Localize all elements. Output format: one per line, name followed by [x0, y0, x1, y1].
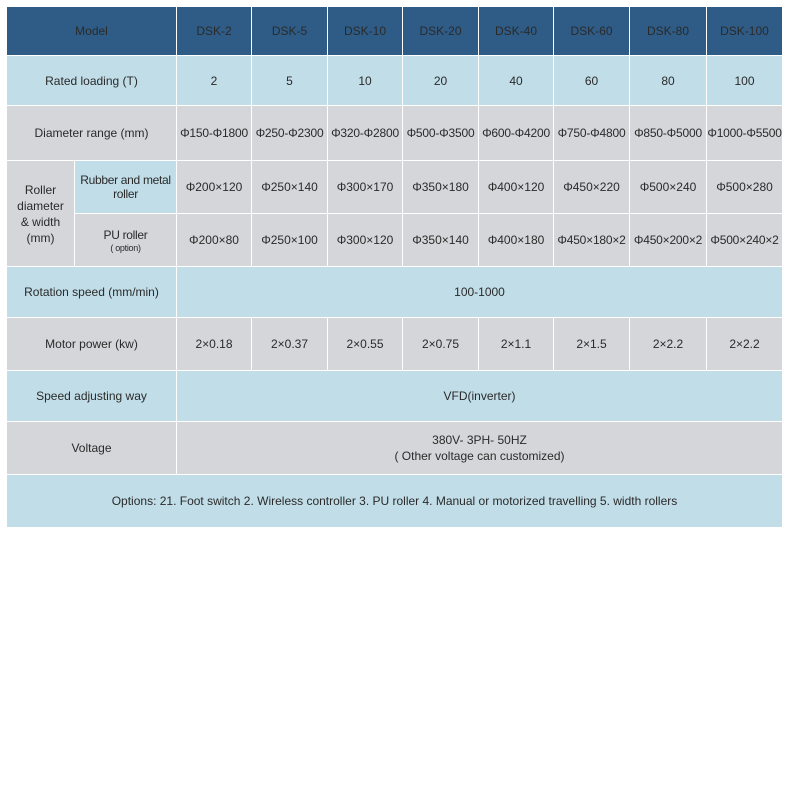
- roller-group-label: [7, 161, 75, 267]
- pu-roller-value: Φ300×120: [328, 214, 403, 267]
- diameter-range-label: Diameter range (mm): [7, 106, 177, 161]
- rated-loading-value: 100: [707, 56, 783, 106]
- model-cell: DSK-60: [554, 7, 630, 56]
- voltage-value-line1: 380V- 3PH- 50HZ: [432, 433, 527, 447]
- model-cell: DSK-40: [479, 7, 554, 56]
- model-cell: DSK-100: [707, 7, 783, 56]
- roller-group-label-line1: Roller diameter: [17, 182, 64, 213]
- motor-power-value: 2×0.75: [403, 318, 479, 371]
- speed-adjusting-row: [7, 371, 783, 422]
- diameter-range-value: Φ320-Φ2800: [328, 106, 403, 161]
- rated-loading-row: [7, 56, 783, 106]
- model-cell: DSK-20: [403, 7, 479, 56]
- rubber-roller-value: Φ200×120: [177, 161, 252, 214]
- rated-loading-value: 20: [403, 56, 479, 106]
- rated-loading-value: 40: [479, 56, 554, 106]
- model-cell: DSK-5: [252, 7, 328, 56]
- pu-roller-hint: ( option): [110, 243, 141, 253]
- rubber-roller-value: Φ350×180: [403, 161, 479, 214]
- motor-power-value: 2×0.37: [252, 318, 328, 371]
- rated-loading-value: 80: [630, 56, 707, 106]
- motor-power-row: [7, 318, 783, 371]
- motor-power-value: 2×1.5: [554, 318, 630, 371]
- pu-roller-value: Φ200×80: [177, 214, 252, 267]
- voltage-value: [177, 422, 783, 475]
- rubber-roller-row: [7, 161, 783, 214]
- motor-power-value: 2×1.1: [479, 318, 554, 371]
- diameter-range-value: Φ150-Φ1800: [177, 106, 252, 161]
- motor-power-value: 2×2.2: [630, 318, 707, 371]
- model-cell: DSK-80: [630, 7, 707, 56]
- rubber-roller-value: Φ500×240: [630, 161, 707, 214]
- rotation-speed-value: 100-1000: [177, 267, 783, 318]
- header-row: [7, 7, 783, 56]
- speed-adjusting-label: Speed adjusting way: [7, 371, 177, 422]
- voltage-row: [7, 422, 783, 475]
- motor-power-value: 2×0.55: [328, 318, 403, 371]
- rubber-roller-label: Rubber and metal roller: [75, 161, 177, 214]
- model-cell: DSK-2: [177, 7, 252, 56]
- pu-roller-value: Φ450×200×2: [630, 214, 707, 267]
- rubber-roller-value: Φ300×170: [328, 161, 403, 214]
- rubber-roller-value: Φ250×140: [252, 161, 328, 214]
- pu-roller-value: Φ500×240×2: [707, 214, 783, 267]
- rated-loading-value: 60: [554, 56, 630, 106]
- pu-roller-label: PU roller: [103, 228, 148, 242]
- motor-power-value: 2×0.18: [177, 318, 252, 371]
- rotation-speed-label: Rotation speed (mm/min): [7, 267, 177, 318]
- pu-roller-value: Φ350×140: [403, 214, 479, 267]
- pu-roller-value: Φ450×180×2: [554, 214, 630, 267]
- options-text: Options: 21. Foot switch 2. Wireless controller 3. PU roller 4. Manual or motorized travelling 5. width rollers: [7, 475, 783, 528]
- rubber-roller-value: Φ500×280: [707, 161, 783, 214]
- diameter-range-row: [7, 106, 783, 161]
- rated-loading-label: Rated loading (T): [7, 56, 177, 106]
- spec-table: [6, 6, 783, 528]
- diameter-range-value: Φ1000-Φ5500: [707, 106, 783, 161]
- pu-roller-value: Φ250×100: [252, 214, 328, 267]
- rated-loading-value: 10: [328, 56, 403, 106]
- pu-roller-label-cell: [75, 214, 177, 267]
- diameter-range-value: Φ500-Φ3500: [403, 106, 479, 161]
- roller-group-label-line2: & width (mm): [20, 214, 61, 245]
- motor-power-value: 2×2.2: [707, 318, 783, 371]
- voltage-value-line2: ( Other voltage can customized): [394, 449, 565, 463]
- voltage-label: Voltage: [7, 422, 177, 475]
- rubber-roller-value: Φ450×220: [554, 161, 630, 214]
- diameter-range-value: Φ250-Φ2300: [252, 106, 328, 161]
- rubber-roller-value: Φ400×120: [479, 161, 554, 214]
- rotation-speed-row: [7, 267, 783, 318]
- model-label: Model: [7, 7, 177, 56]
- model-cell: DSK-10: [328, 7, 403, 56]
- options-row: [7, 475, 783, 528]
- diameter-range-value: Φ750-Φ4800: [554, 106, 630, 161]
- diameter-range-value: Φ850-Φ5000: [630, 106, 707, 161]
- pu-roller-value: Φ400×180: [479, 214, 554, 267]
- pu-roller-row: [7, 214, 783, 267]
- motor-power-label: Motor power (kw): [7, 318, 177, 371]
- rated-loading-value: 5: [252, 56, 328, 106]
- rated-loading-value: 2: [177, 56, 252, 106]
- speed-adjusting-value: VFD(inverter): [177, 371, 783, 422]
- diameter-range-value: Φ600-Φ4200: [479, 106, 554, 161]
